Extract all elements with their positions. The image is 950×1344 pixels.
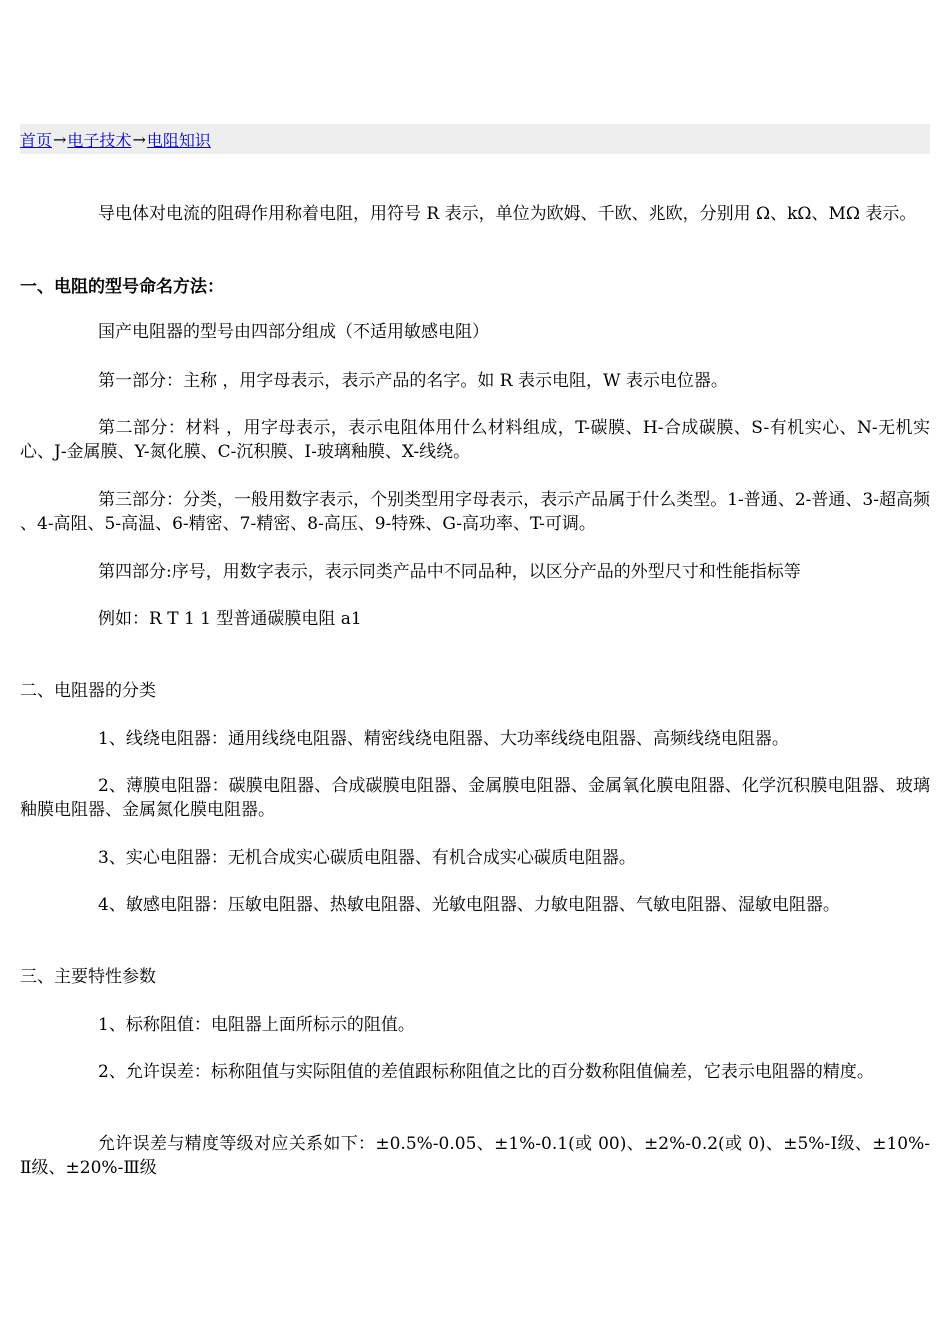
section2-paragraph: 4、敏感电阻器：压敏电阻器、热敏电阻器、光敏电阻器、力敏电阻器、气敏电阻器、湿敏电阻器。 [98,895,840,915]
breadcrumb [20,124,930,154]
section1-paragraph: 第二部分：材料 ，用字母表示，表示电阻体用什么材料组成，T-碳膜、H-合成碳膜、S-有机实心、N-无机实心、J-金属膜、Y-氮化膜、C-沉积膜、I-玻璃釉膜、X-线绕。 [20,418,930,462]
breadcrumb-separator: → [53,129,67,149]
section2-paragraph: 3、实心电阻器：无机合成实心碳质电阻器、有机合成实心碳质电阻器。 [98,848,636,868]
intro-paragraph: 导电体对电流的阻碍作用称着电阻，用符号 R 表示，单位为欧姆、千欧、兆欧，分别用 Ω、kΩ、MΩ 表示。 [98,204,917,224]
section2-heading: 二、电阻器的分类 [20,681,156,701]
section3-paragraph: 允许误差与精度等级对应关系如下：±0.5%-0.05、±1%-0.1(或 00)、±2%-0.2(或 0)、±5%-Ⅰ级、±10%-Ⅱ级、±20%-Ⅲ级 [20,1134,930,1178]
section3-paragraph: 2、允许误差：标称阻值与实际阻值的差值跟标称阻值之比的百分数称阻值偏差，它表示电阻器的精度。 [98,1062,874,1082]
section1-paragraph: 第一部分：主称 ，用字母表示，表示产品的名字。如 R 表示电阻，W 表示电位器。 [98,371,728,391]
section1-paragraph: 例如：R T 1 1 型普通碳膜电阻 a1 [98,609,362,629]
section3-heading: 三、主要特性参数 [20,967,156,987]
section2-paragraph: 2、薄膜电阻器：碳膜电阻器、合成碳膜电阻器、金属膜电阻器、金属氧化膜电阻器、化学沉积膜电阻器、玻璃釉膜电阻器、金属氮化膜电阻器。 [20,776,930,820]
section1-paragraph: 第四部分:序号，用数字表示，表示同类产品中不同品种，以区分产品的外型尺寸和性能指标等 [98,562,801,582]
breadcrumb-link-electronics[interactable]: 电子技术 [67,130,132,150]
section1-paragraph: 国产电阻器的型号由四部分组成（不适用敏感电阻） [98,322,489,342]
section1-paragraph: 第三部分：分类，一般用数字表示，个别类型用字母表示，表示产品属于什么类型。1-普通、2-普通、3-超高频 、4-高阻、5-高温、6-精密、7-精密、8-高压、9-特殊、G-高功率、T-可调。 [20,490,930,534]
breadcrumb-link-resistor-knowledge[interactable]: 电阻知识 [146,130,211,150]
section2-paragraph: 1、线绕电阻器：通用线绕电阻器、精密线绕电阻器、大功率线绕电阻器、高频线绕电阻器。 [98,729,789,749]
section3-paragraph: 1、标称阻值：电阻器上面所标示的阻值。 [98,1015,415,1035]
breadcrumb-separator: → [132,129,146,149]
breadcrumb-link-home[interactable]: 首页 [20,130,53,150]
section1-heading: 一、电阻的型号命名方法： [20,277,224,297]
